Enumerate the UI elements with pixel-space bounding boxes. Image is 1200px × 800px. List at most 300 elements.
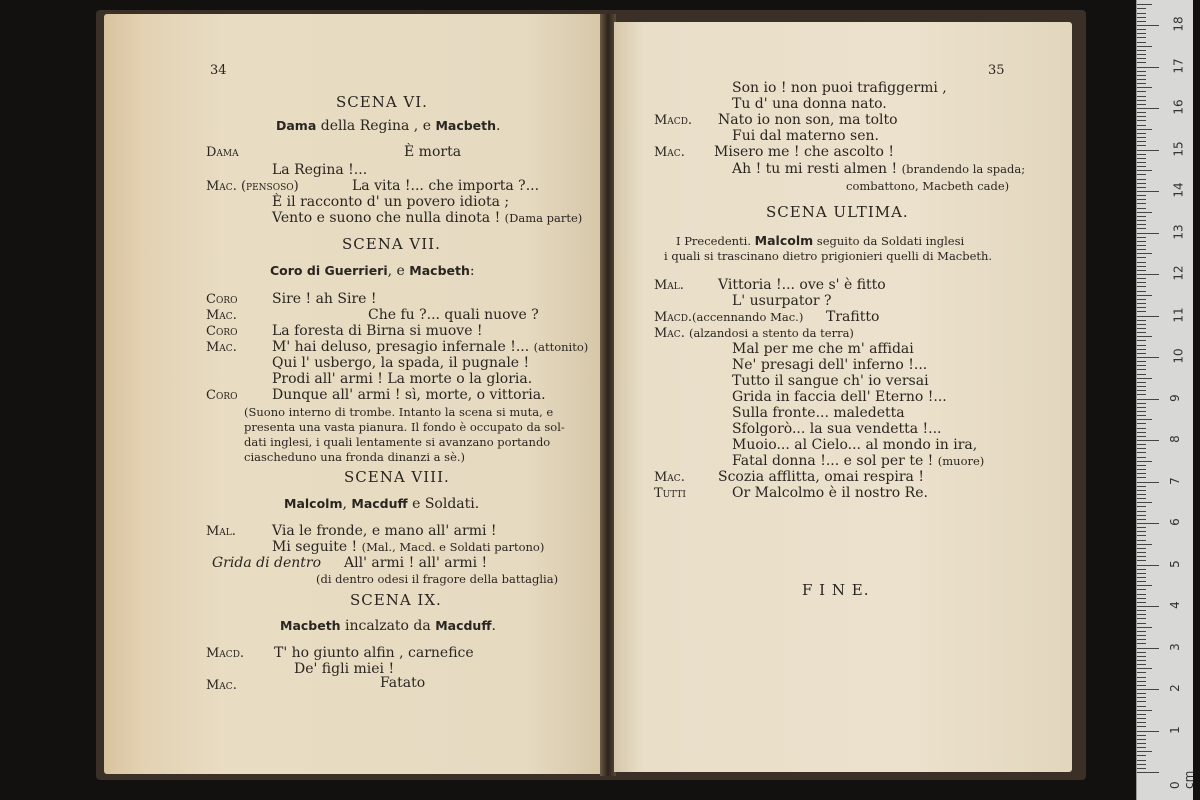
text-line: Nato io non son, ma tolto [718, 112, 898, 128]
ruler-tick [1137, 96, 1146, 97]
ruler-label: 14 [1171, 182, 1186, 198]
text-line [270, 262, 475, 280]
ruler-tick [1137, 755, 1146, 756]
ruler-tick [1137, 299, 1146, 300]
text-line: ciascheduno una fronda dinanzi a sè.) [244, 450, 466, 464]
text-line: All' armi ! all' armi ! [344, 555, 488, 571]
text-line: SCENA VII. [342, 235, 441, 253]
ruler-tick [1137, 701, 1146, 702]
ruler-tick [1137, 320, 1146, 321]
text-line: dati inglesi, i quali lentamente si avanzano portando [244, 435, 551, 449]
ruler-tick [1137, 399, 1159, 400]
ruler-tick [1137, 282, 1146, 283]
text-line: Qui l' usbergo, la spada, il pugnale ! [272, 355, 530, 371]
text-line: SCENA ULTIMA. [766, 203, 909, 221]
text-line: Via le fronde, e mano all' armi ! [272, 523, 497, 539]
ruler-tick [1137, 469, 1146, 470]
text-line: Misero me ! che ascolto ! [714, 144, 894, 160]
page-number: 34 [210, 63, 227, 78]
text-fragment: Dama [276, 118, 317, 133]
ruler-label: 9 [1167, 393, 1182, 402]
text-line: F I N E. [802, 581, 870, 599]
ruler-tick [1137, 623, 1146, 624]
ruler-tick [1137, 183, 1146, 184]
ruler-tick [1137, 58, 1146, 59]
ruler-label: 4 [1167, 601, 1182, 609]
ruler-tick [1137, 519, 1146, 520]
ruler-tick [1137, 29, 1146, 30]
ruler-tick [1137, 556, 1146, 557]
ruler-tick [1137, 112, 1146, 113]
ruler-tick [1137, 42, 1146, 43]
ruler-tick [1137, 174, 1146, 175]
ruler-tick [1137, 726, 1146, 727]
ruler-tick [1137, 245, 1146, 246]
text-line: Dunque all' armi ! sì, morte, o vittoria. [272, 387, 546, 403]
ruler-tick [1137, 311, 1146, 312]
ruler-label: 10 [1171, 348, 1186, 364]
text-fragment: Macduff [351, 496, 408, 511]
text-line: (Suono interno di trombe. Intanto la scena si muta, e [244, 405, 554, 419]
ruler-tick [1137, 677, 1146, 678]
ruler-label: 8 [1167, 435, 1182, 443]
ruler-tick [1137, 444, 1146, 445]
ruler-tick [1137, 158, 1146, 159]
text-line: Sire ! ah Sire ! [272, 291, 377, 307]
ruler-tick [1137, 166, 1146, 167]
text-line [272, 210, 582, 227]
ruler-tick [1137, 216, 1146, 217]
ruler-tick [1137, 627, 1152, 628]
text-line: Fatato [380, 675, 426, 691]
ruler-tick [1137, 461, 1152, 462]
ruler-tick [1137, 635, 1146, 636]
ruler-tick [1137, 141, 1146, 142]
ruler-tick [1137, 610, 1146, 611]
text-line: Dama [206, 145, 239, 160]
ruler-label: 17 [1171, 57, 1186, 74]
ruler-tick [1137, 515, 1146, 516]
ruler-tick [1137, 361, 1146, 362]
ruler-tick [1137, 328, 1146, 329]
text-fragment: (muore) [937, 454, 985, 468]
text-line: De' figli miei ! [294, 661, 395, 677]
ruler-tick [1137, 656, 1146, 657]
ruler-tick [1137, 465, 1146, 466]
text-line: Mac. [206, 308, 237, 323]
ruler-tick [1137, 457, 1146, 458]
ruler-tick [1137, 253, 1152, 254]
text-line: Mac. [654, 145, 685, 160]
ruler-tick [1137, 544, 1152, 545]
ruler-tick [1137, 527, 1146, 528]
text-line [284, 495, 479, 513]
ruler-tick [1137, 170, 1152, 171]
ruler-tick [1137, 486, 1146, 487]
text-line: SCENA IX. [350, 591, 442, 609]
ruler-label: 0 cm [1168, 770, 1196, 789]
ruler-tick [1137, 482, 1159, 483]
ruler-tick [1137, 577, 1146, 578]
ruler-tick [1137, 324, 1146, 325]
text-line: Fui dal materno sen. [732, 128, 879, 144]
text-fragment: M' hai deluso, presagio infernale !... [272, 339, 534, 355]
text-line [276, 117, 501, 135]
text-line: Coro [206, 324, 238, 339]
ruler-tick [1137, 179, 1146, 180]
ruler-tick [1137, 150, 1159, 151]
ruler-tick [1137, 602, 1146, 603]
ruler-tick [1137, 681, 1146, 682]
text-line: Mac. [206, 678, 237, 693]
ruler-tick [1137, 374, 1146, 375]
ruler-tick [1137, 639, 1146, 640]
ruler-tick [1137, 614, 1146, 615]
text-fragment: , [342, 496, 352, 512]
ruler-tick [1137, 83, 1146, 84]
text-line [272, 539, 544, 556]
ruler-tick [1137, 241, 1146, 242]
text-fragment: Malcolm [284, 496, 343, 511]
text-line: Scozia afflitta, omai respira ! [718, 469, 924, 485]
ruler-tick [1137, 50, 1146, 51]
ruler-tick [1137, 643, 1146, 644]
ruler-tick [1137, 423, 1146, 424]
ruler-tick [1137, 697, 1146, 698]
ruler-tick [1137, 407, 1146, 408]
ruler-tick [1137, 581, 1146, 582]
ruler-tick [1137, 199, 1146, 200]
text-line: Mac. [206, 340, 237, 355]
ruler-tick [1137, 62, 1146, 63]
text-line: combattono, Macbeth cade) [846, 179, 1010, 193]
ruler-tick [1137, 266, 1146, 267]
ruler-tick [1137, 137, 1146, 138]
text-line [654, 309, 803, 326]
ruler-tick [1137, 187, 1146, 188]
ruler-tick [1137, 436, 1146, 437]
ruler-tick [1137, 154, 1146, 155]
text-line [280, 617, 496, 635]
text-fragment: Fatal donna !... e sol per te ! [732, 453, 938, 469]
ruler-tick [1137, 502, 1152, 503]
ruler-tick [1137, 718, 1146, 719]
text-line: Macd. [206, 646, 245, 661]
ruler-tick [1137, 220, 1146, 221]
ruler-tick [1137, 191, 1159, 192]
ruler-tick [1137, 760, 1146, 761]
ruler-tick [1137, 652, 1146, 653]
text-line: Grida di dentro [212, 555, 322, 571]
ruler-tick [1137, 274, 1159, 275]
ruler-tick [1137, 764, 1146, 765]
text-line: Son io ! non puoi trafiggermi , [732, 80, 947, 96]
ruler-tick [1137, 270, 1146, 271]
ruler-tick [1137, 224, 1146, 225]
ruler-tick [1137, 411, 1146, 412]
ruler-tick [1137, 262, 1146, 263]
text-line: T' ho giunto alfin , carnefice [274, 645, 474, 661]
ruler-tick [1137, 257, 1146, 258]
ruler-tick [1137, 540, 1146, 541]
ruler-tick [1137, 21, 1146, 22]
text-fragment: Malcolm [754, 233, 814, 248]
ruler-tick [1137, 100, 1146, 101]
ruler-tick [1137, 419, 1152, 420]
ruler-tick [1137, 618, 1146, 619]
text-line: La foresta di Birna si muove ! [272, 323, 483, 339]
ruler-tick [1137, 548, 1146, 549]
text-fragment: , e [387, 263, 410, 279]
text-line: Mac. [654, 470, 685, 485]
text-fragment: (alzandosi a stento da terra) [688, 326, 854, 340]
ruler-tick [1137, 394, 1146, 395]
ruler-tick [1137, 739, 1146, 740]
ruler-tick [1137, 685, 1146, 686]
ruler-tick [1137, 751, 1152, 752]
ruler-label: 15 [1171, 140, 1186, 157]
ruler-tick [1137, 448, 1146, 449]
text-line: Vittoria !... ove s' è fitto [718, 277, 886, 293]
ruler-tick [1137, 668, 1152, 669]
ruler-tick [1137, 535, 1146, 536]
ruler-tick [1137, 735, 1146, 736]
text-fragment: : [469, 263, 475, 279]
ruler-tick [1137, 353, 1146, 354]
ruler-tick [1137, 307, 1146, 308]
text-fragment: Macduff [435, 618, 492, 633]
ruler-tick [1137, 390, 1146, 391]
ruler-tick [1137, 25, 1159, 26]
ruler-tick [1137, 212, 1152, 213]
text-fragment: Vento e suono che nulla dinota ! [272, 210, 505, 226]
ruler-tick [1137, 531, 1146, 532]
ruler-tick [1137, 560, 1146, 561]
ruler-tick [1137, 523, 1159, 524]
text-line: i quali si trascinano dietro prigionieri quelli di Macbeth. [664, 249, 993, 263]
ruler-tick [1137, 594, 1146, 595]
right-page [614, 22, 1072, 772]
text-line: Mal. [206, 524, 236, 539]
text-line: Sfolgorò... la sua vendetta !... [732, 421, 942, 437]
text-line: presenta una vasta pianura. Il fondo è occupato da sol- [244, 420, 565, 434]
ruler-label: 11 [1171, 306, 1186, 323]
ruler-tick [1137, 672, 1146, 673]
ruler-tick [1137, 722, 1146, 723]
text-line: (di dentro odesi il fragore della battaglia) [316, 572, 559, 586]
ruler-tick [1137, 195, 1146, 196]
ruler-tick [1137, 689, 1159, 690]
ruler-tick [1137, 208, 1146, 209]
text-line: Or Malcolmo è il nostro Re. [732, 485, 928, 501]
text-line: SCENA VI. [336, 93, 428, 111]
ruler-tick [1137, 731, 1159, 732]
text-fragment: Macbeth [409, 263, 470, 278]
ruler-tick [1137, 714, 1146, 715]
ruler-tick [1137, 648, 1159, 649]
text-fragment: Macd. [654, 310, 693, 325]
ruler-tick [1137, 473, 1146, 474]
ruler-tick [1137, 233, 1159, 234]
measurement-ruler [1136, 0, 1196, 800]
ruler-label: 7 [1167, 476, 1182, 485]
ruler-tick [1137, 369, 1146, 370]
ruler-tick [1137, 490, 1146, 491]
text-fragment: . [491, 618, 496, 634]
ruler-tick [1137, 569, 1146, 570]
text-line: SCENA VIII. [344, 468, 450, 486]
text-line: Coro [206, 292, 238, 307]
ruler-tick [1137, 303, 1146, 304]
ruler-tick [1137, 116, 1146, 117]
ruler-tick [1137, 357, 1159, 358]
ruler-tick [1137, 382, 1146, 383]
ruler-label: 3 [1167, 642, 1182, 651]
text-line [272, 339, 588, 356]
text-fragment: della Regina , e [316, 118, 436, 134]
ruler-tick [1137, 498, 1146, 499]
ruler-tick [1137, 494, 1146, 495]
text-line: La vita !... che importa ?... [352, 178, 540, 194]
ruler-tick [1137, 598, 1146, 599]
ruler-tick [1137, 440, 1159, 441]
ruler-tick [1137, 13, 1146, 14]
ruler-label: 2 [1167, 684, 1182, 692]
ruler-tick [1137, 91, 1146, 92]
ruler-tick [1137, 75, 1146, 76]
text-fragment: Mi seguite ! [272, 539, 362, 555]
text-line: Che fu ?... quali nuove ? [368, 307, 539, 323]
ruler-tick [1137, 768, 1146, 769]
ruler-tick [1137, 203, 1146, 204]
text-fragment: (attonito) [533, 340, 589, 354]
ruler-tick [1137, 8, 1146, 9]
ruler-tick [1137, 104, 1146, 105]
ruler-tick [1137, 71, 1146, 72]
ruler-tick [1137, 506, 1146, 507]
ruler-tick [1137, 403, 1146, 404]
ruler-tick [1137, 286, 1146, 287]
ruler-tick [1137, 291, 1146, 292]
text-fragment: Mac. [654, 326, 689, 341]
ruler-tick [1137, 129, 1152, 130]
ruler-tick [1137, 54, 1146, 55]
text-line: È il racconto d' un povero idiota ; [272, 194, 510, 210]
text-line: Coro [206, 388, 238, 403]
text-line: Prodi all' armi ! La morte o la gloria. [272, 371, 533, 387]
ruler-tick [1137, 133, 1146, 134]
text-fragment: e Soldati. [407, 496, 480, 512]
ruler-tick [1137, 660, 1146, 661]
ruler-tick [1137, 349, 1146, 350]
text-fragment: I Precedenti. [676, 234, 755, 248]
ruler-tick [1137, 145, 1146, 146]
ruler-tick [1137, 365, 1146, 366]
ruler-tick [1137, 706, 1146, 707]
ruler-tick [1137, 511, 1146, 512]
text-line: Mac. (pensoso) [206, 179, 299, 194]
text-line: Macd. [654, 113, 693, 128]
ruler-tick [1137, 33, 1146, 34]
text-line: Mal per me che m' affidai [732, 341, 914, 357]
ruler-tick [1137, 693, 1146, 694]
ruler-label: 18 [1171, 16, 1186, 32]
ruler-tick [1137, 228, 1146, 229]
left-page [104, 14, 602, 774]
ruler-tick [1137, 67, 1159, 68]
ruler-tick [1137, 710, 1152, 711]
ruler-tick [1137, 332, 1146, 333]
ruler-tick [1137, 452, 1146, 453]
ruler-tick [1137, 743, 1146, 744]
text-line: Trafitto [826, 309, 880, 325]
text-fragment: Macbeth [435, 118, 497, 133]
ruler-tick [1137, 378, 1152, 379]
ruler-tick [1137, 108, 1159, 109]
ruler-tick [1137, 37, 1146, 38]
text-line: Grida in faccia dell' Eterno !... [732, 389, 947, 405]
text-line: Tutto il sangue ch' io versai [732, 373, 929, 389]
ruler-label: 1 [1167, 725, 1182, 734]
text-fragment: (Dama parte) [504, 211, 583, 225]
ruler-tick [1137, 386, 1146, 387]
ruler-tick [1137, 87, 1152, 88]
ruler-tick [1137, 249, 1146, 250]
ruler-tick [1137, 336, 1152, 337]
ruler-label: 13 [1171, 223, 1186, 240]
text-line [732, 453, 984, 470]
text-line: La Regina !... [272, 162, 368, 178]
ruler-tick [1137, 573, 1146, 574]
ruler-tick [1137, 237, 1146, 238]
ruler-tick [1137, 120, 1146, 121]
text-fragment: (brandendo la spada; [901, 162, 1026, 176]
text-line: Tu d' una donna nato. [732, 96, 887, 112]
text-line: Muoio... al Cielo... al mondo in ira, [732, 437, 978, 453]
ruler-label: 12 [1171, 265, 1186, 281]
ruler-tick [1137, 162, 1146, 163]
ruler-tick [1137, 606, 1159, 607]
text-line: Mal. [654, 278, 684, 293]
text-line: L' usurpator ? [732, 293, 832, 309]
ruler-tick [1137, 565, 1159, 566]
page-number: 35 [988, 63, 1005, 78]
text-line [732, 161, 1025, 178]
ruler-tick [1137, 345, 1146, 346]
ruler-tick [1137, 432, 1146, 433]
ruler-tick [1137, 79, 1146, 80]
ruler-tick [1137, 585, 1152, 586]
ruler-tick [1137, 664, 1146, 665]
ruler-tick [1137, 316, 1159, 317]
text-fragment: . [496, 118, 501, 134]
ruler-tick [1137, 17, 1146, 18]
ruler-tick [1137, 415, 1146, 416]
text-line: Ne' presagi dell' inferno !... [732, 357, 928, 373]
text-line: È morta [404, 144, 462, 160]
text-fragment: (accennando Mac.) [692, 310, 804, 324]
ruler-tick [1137, 278, 1146, 279]
text-fragment: seguito da Soldati inglesi [813, 234, 965, 248]
ruler-tick [1137, 552, 1146, 553]
ruler-tick [1137, 747, 1146, 748]
text-fragment: (Mal., Macd. e Soldati partono) [361, 540, 545, 554]
ruler-label: 5 [1167, 559, 1182, 568]
text-fragment: Macbeth [280, 618, 341, 633]
text-line: Tutti [654, 486, 686, 501]
ruler-tick [1137, 125, 1146, 126]
ruler-tick [1137, 428, 1146, 429]
